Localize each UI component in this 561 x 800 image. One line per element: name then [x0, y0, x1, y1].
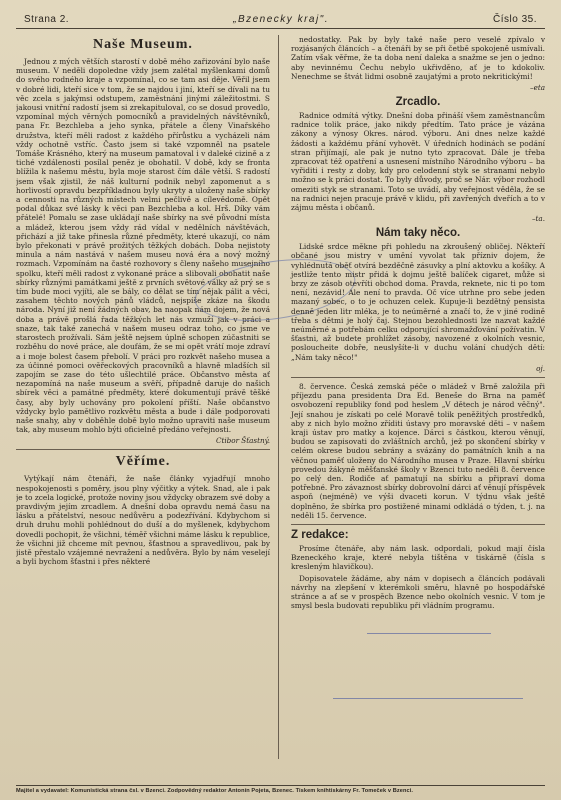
section-divider — [16, 449, 270, 450]
pen-underline-mark — [367, 633, 491, 634]
section-divider — [291, 524, 545, 525]
page-header — [16, 10, 545, 29]
section-divider — [291, 377, 545, 378]
verime-paragraph: Vytýkají nám čtenáři, že naše články vyjadřují mnoho nespokojenosti s poměry, jsou plny výčitky a výtek. Snad, ale i pak je to zcela logické, protože noviny jsou vždycky obrazem své doby a pravdivým jejím zrcadlem. A dnešní doba opravdu nemá času na lásku a přátelství, nesouc nedůvěru a podezřívání. Kdybychom si druh druhu mohli pohlédnout do duší a do myšlenek, kdybychom dovedli pochopit, že všichni, téměř všichni máme lásku k republice, že všichni již chceme mít pevnou, šťastnou a spravedlivou, pak by jistě přestalo vzájemné nevražení a nedůvěra. Bylo by nám veselejí a byli bychom šťastni i přes některé — [16, 474, 270, 567]
article-title-nam-taky-neco: Nám taky něco. — [375, 227, 461, 240]
zrcadlo-signature: –ta. — [531, 214, 545, 224]
intro-paragraph: nedostatky. Pak by byly také naše pero veselé zpívalo v rozjásaných článcích – a čtenáři by se při četbě spokojeně usmívali. Zatím však věřme, že ta doba není daleka a snažme se jen o jedno: aby nevinnému Čechu nebylo ukřivděno, ať je to kdokoliv. Nenechme se štvát lidmi osobně zaujatými a proto nekritickými! — [291, 35, 545, 81]
redakce-paragraph: Prosíme čtenáře, aby nám lask. odpordali, pokud mají čísla Bzeneckého kraje, které nebyla tištěna v tiskárně (čísla s kresleným hlavičkou). — [291, 543, 545, 572]
article-title-verime: Věříme. — [115, 454, 171, 470]
redakce-paragraph: Dopisovatele žádáme, aby nám v dopisech a článcích podávali návrhy na zlepšení v kterémkoli směru, hlavně po hospodářské stránce a ať se v prospěch Bzence nebo okolních vesnic. V tom je smysl besla budovati republiku při vládním programu. — [291, 573, 545, 611]
imprint-footer: Majitel a vydavatel: Komunistická strana čsl. v Bzenci. Zodpovědný redaktor Antonín Pojeta, Bzenec. Tiskem knihtiskárny Fr. Tomeček v Bzenci. — [16, 785, 545, 794]
right-column — [289, 35, 545, 759]
intro-signature: –eta — [529, 83, 545, 93]
pen-underline-mark — [333, 698, 523, 699]
page-number: Strana 2. — [24, 14, 70, 25]
zrcadlo-paragraph: Radnice odmítá výtky. Dnešní doba přináší všem zaměstnancům radnice tolik práce, jako nikdy předtím. Tato práce je vázána zákony a výnosy Okres. národ. výboru. Ani dnes nelze každé žádosti a každému přání vyhovět. V úředních hodinách se podání stran přijímají, ale pak je nutno tyto zpracovat. Dále je třeba zpracovat též opatření a usnesení místního Národního výboru – ba vyřiditi i resty z doby, kdy pro celodenní styk se stranami nebylo možno se k práci dostat. To byly důvody, proč se Nár. výbor rozhodl omeziti styk se stranami. Toto se uvádí, aby veřejnost věděla, že se na radnici nejen pracuje právě v klidu, při zavřených dveřích a to v zájmu města i občanů. — [291, 111, 545, 213]
article-title-z-redakce: Z redakce: — [291, 528, 349, 541]
museum-paragraph: Jednou z mých větších starostí v době mého zařizování bylo naše museum. V neděli dopoledne vždy jsem zalétal myšlenkami domů do svého rodného kraje a vzpomínal, co se tam asi děje. Věřil jsem v dobré lidi, kteří sice v tom, že se najdou i jiní, kteří se dívali na tu věc zcela s jakýmsi odstupem, zaměstnání jinými záležitostmi. S jakousi vnitřní radostí jsem si zrekapituloval, co se dosud provedlo, vzpomínal mých věrných pomocníků a pravidelných návštěvníků, pana Fr. Bezchleba a jeho synka, přátele a členy Vinařského družstva, kteří měli radost z každého přírůstku a vycházeli nám vždy ochotně vstříc. Často jsem si také vzpomněl na psatele Tomáše Krásného, který na museum pamatoval i v daleké cizině a z tiché vzdálenosti posílal peněz je obohatil. V době, kdy se fronta blížila k našemu městu, byla moje starost čím dále větší. S radostí jsem však zjistil, že náš kulturní podnik nebyl zapomenut a s horlivostí opravdu bezpříkladnou byly ukryty a uloženy naše sbírky a cennosti na různých místech velmi pečlivě a cílevědomě. Opět podal důkaz své lásky k věci pan Bezchleba a kol. Hrš. Díky vám přátelé! Pomalu se zase ukládají naše sbírky na své původní místa a mládež, kterou jsem vždy rád vídal v nedělních návštěvách, přichází a již take přinesla různé předměty, které ukazují, co nám bylo překonati v právě prožitých těžkých dobách. Doba nejistoty minula a nám nastává v našem museu nová éra a nový možný rozmach. Vzpomínám na časté rozhovory s členy našeho musejního spolku, kteří měli radost z vykonané práce a slibovali obohatit naše sbírky různými památkami ještě z prvních světové války až prý se s tím bude moci vyjíti, ale se bály, co dělat se tím nějak pálit a věci, zasahem těchto nových pánů vládců, nejspíše zkáze na škodu národa. Nyní již není žádných obav, ba naopak nám dojem, že nová doba a právě prošlá řada těžkých let nás vzmuží jak v práci a snaze, tak také zanechá v našem museu odraz toho, co jsme ve starostech prožívali. Sám ještě nejsem úplně schopen zúčastniti se rozběhu do nové práce, ale doufám, že se mi opět vrátí moje zdraví a i moje bolest časem přebolí. V práci pro rozkvět našeho musea a za účinné pomoci ověřeckových pracovníků a hlavně mladších sil zapojím se zase do této ušlechtilé práce. Občanstvo města ať nezapomíná na naše museum a svěří, případně daruje do našich sbírek věci a památné předměty, které dokumentují právě těšké časy, aby byly uchovány pro pokolení příští. Naše občanstvo vždycky bylo pamětlivo rozkvětu města a bude i dále podporovati naše snahy, aby v doběhle době bylo možno upraviti naše museum tak, aby museum mohlo býti oficielně předáno veřejnosti. — [16, 57, 270, 435]
left-column — [16, 35, 279, 759]
article-title-zrcadlo: Zrcadlo. — [395, 96, 441, 109]
neco-paragraph: Lidské srdce měkne při pohledu na zkroušený obličej. Někteří občané jsou mistry v umění vyvolat tak přízniv dojem, že vyhlédnutá oběť otvírá bezděčně zásuvky a plní aktovku a košíky. A jestliže tento mistr přidá k dojmu ještě balíček cigaret, může si brzy ze zásob otevříti obchod doma. Pravda, reknete, nic ti po tom není, nezávid! Ale není to pravda. Oč více utrhne pro sebe jeden mazaný sobec, o to je ochuzen celek. Kupuje-li bezdětný pensista denně jeden litr mléka, je to neúměrné a značí to, že v jiné rodině třeba s dětmi je holý čaj. Stejnou bezohlednosti lze nazvat každé neúměrné a potřebám celku odporující shromažďování požívatin. V šťastni, až budete prohlížet zásoby, navozené z okolních vesnic, posloucheite dobře, neuslyšíte-li v duchu volání chudých dětí: „Nám taky něco!" — [291, 242, 545, 362]
cervence-paragraph: 8. července. Česká zemská péče o mládež v Brně založila při příjezdu pana presidenta Dra Ed. Beneše do Brna na paměť osvobození republiky fond pod heslem „V dětech je národ věčný". Její snahou je získati po celé Moravě tolik peněžitých prostředků, aby z nich bylo možno zříditi ústavy pro moravské děti – v našem kraji ústav pro matky a kojence. Dárci s částkou, kterou věnují, budou se zapisovati do zvláštních archů, jež po skončení sbírky v celém okrese budou sebrány a svázány do památních knih a na věčnou paměť uloženy do Národního musea v Praze. Hlavní sbírku provedou žákyně měšťanské školy v Bzenci tuto neděli 8. července po celý den. Rodiče ať pamatují na sbírku a připraví doma potřebné. Pro závaznost sbírky dobrovolní dárci ať věnují příspěvek aspoň (nejméně) ve výši dvaceti korun. V týdnu však ještě doplněno, že sbírka pro postižené minami odkládá o týden, t. j. na neděli 15. července. — [291, 381, 545, 520]
museum-signature: Ctibor Šťastný. — [215, 436, 270, 446]
columns — [16, 35, 545, 759]
article-title-museum: Naše Museum. — [93, 37, 193, 52]
issue-number: Číslo 35. — [493, 14, 537, 25]
neco-signature: oj. — [536, 363, 545, 373]
newspaper-name: „Bzenecky kraj". — [233, 14, 330, 25]
